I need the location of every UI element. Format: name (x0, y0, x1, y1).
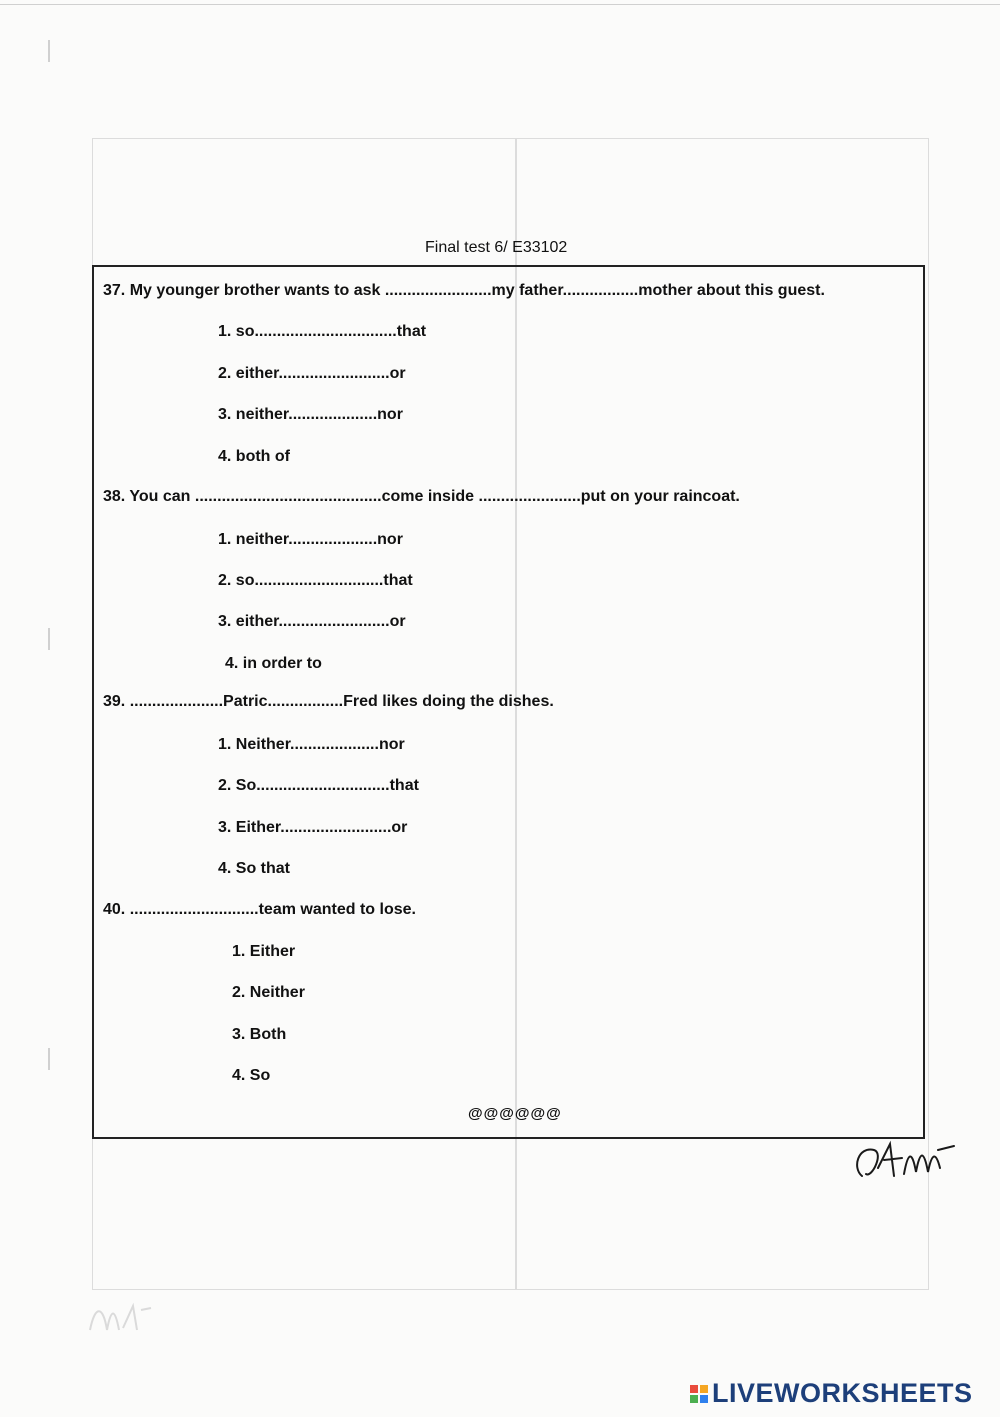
scan-mark-left-2 (48, 628, 50, 650)
liveworksheets-logo (690, 1378, 973, 1409)
question-38-option-3[interactable]: 3. either.........................or (218, 613, 406, 630)
logo-text: LIVEWORKSHEETS (712, 1378, 973, 1408)
ghost-signature-icon (85, 1300, 155, 1340)
question-39-option-3[interactable]: 3. Either.........................or (218, 819, 408, 836)
question-40-option-3[interactable]: 3. Both (232, 1026, 287, 1043)
logo-square-blue (700, 1395, 708, 1403)
logo-square-green (690, 1395, 698, 1403)
question-40: 40. .............................team wanted to lose. (103, 901, 416, 918)
question-38-option-4[interactable]: 4. in order to (225, 655, 322, 672)
logo-square-red (690, 1385, 698, 1393)
scan-edge-top (0, 4, 1000, 5)
scan-mark-left-1 (48, 40, 50, 62)
question-39-option-4[interactable]: 4. So that (218, 860, 291, 877)
question-38: 38. You can ..........................................come inside .......................put on your raincoat. (103, 488, 740, 505)
signature-icon (850, 1138, 960, 1188)
question-40-option-1[interactable]: 1. Either (232, 943, 296, 960)
question-37: 37. My younger brother wants to ask ........................my father.................mother about this guest. (103, 282, 825, 299)
question-39-option-1[interactable]: 1. Neither....................nor (218, 736, 405, 753)
logo-square-yellow (700, 1385, 708, 1393)
question-40-option-2[interactable]: 2. Neither (232, 984, 305, 1001)
question-37-option-1[interactable]: 1. so................................that (218, 323, 427, 340)
logo-grid-icon (690, 1385, 708, 1403)
end-mark: @@@@@@ (468, 1105, 562, 1122)
page-title: Final test 6/ E33102 (425, 239, 568, 256)
question-40-option-4[interactable]: 4. So (232, 1067, 271, 1084)
question-39: 39. .....................Patric.................Fred likes doing the dishes. (103, 693, 554, 710)
question-39-option-2[interactable]: 2. So..............................that (218, 777, 419, 794)
question-38-option-1[interactable]: 1. neither....................nor (218, 531, 403, 548)
scan-mark-left-3 (48, 1048, 50, 1070)
question-37-option-2[interactable]: 2. either.........................or (218, 365, 406, 382)
question-37-option-3[interactable]: 3. neither....................nor (218, 406, 403, 423)
question-37-option-4[interactable]: 4. both of (218, 448, 290, 465)
question-38-option-2[interactable]: 2. so.............................that (218, 572, 413, 589)
